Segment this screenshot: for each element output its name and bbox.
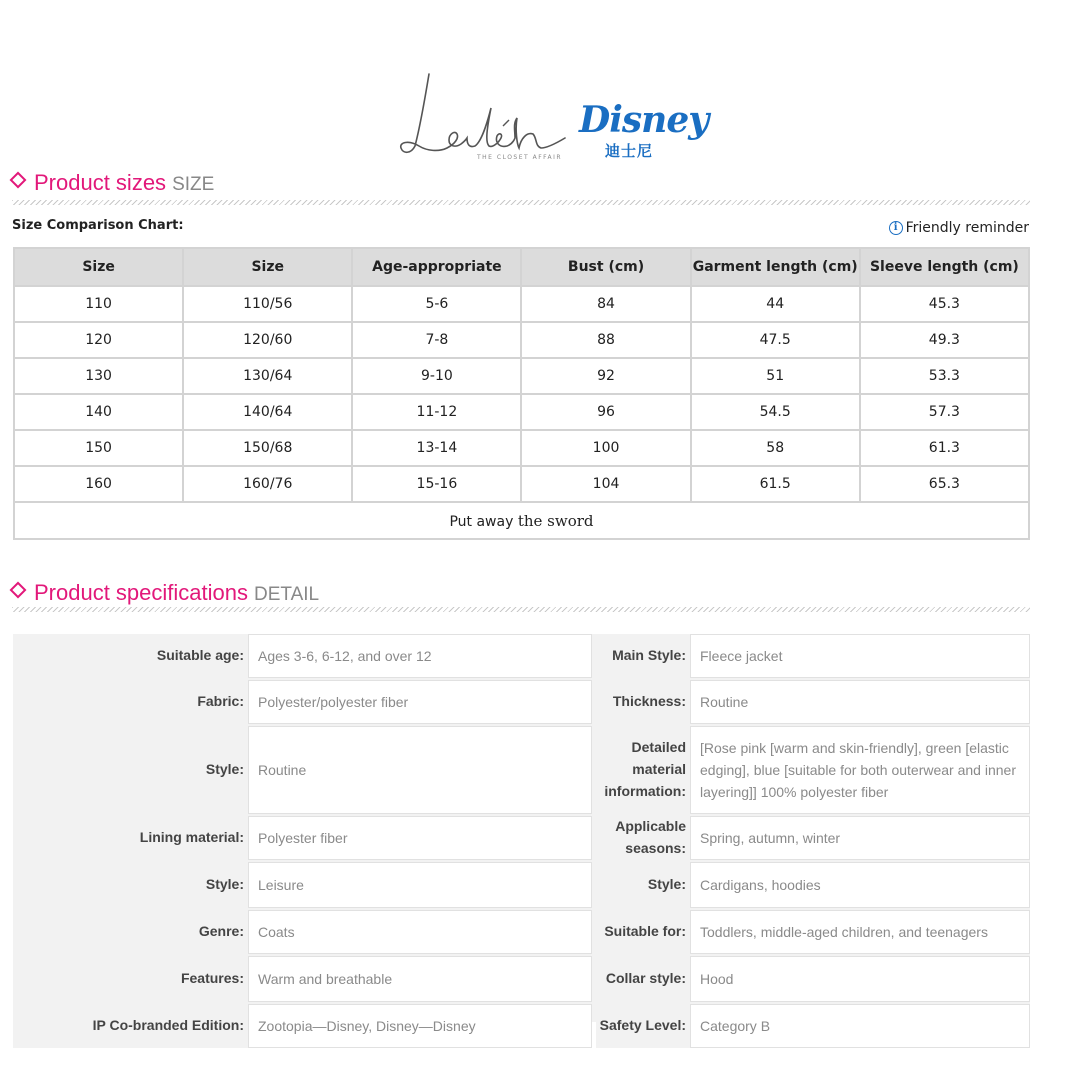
cell-garment-length: 61.5: [691, 466, 860, 502]
cell-size: 130: [14, 358, 183, 394]
header-size: Size: [14, 248, 183, 286]
cell-size-code: 130/64: [183, 358, 352, 394]
cell-bust: 84: [521, 286, 690, 322]
cell-age: 7-8: [352, 322, 521, 358]
disney-logo-cn: 迪士尼: [605, 142, 654, 160]
cell-bust: 88: [521, 322, 690, 358]
laleh-logo-mark: [395, 68, 580, 160]
spec-value: Coats: [248, 910, 592, 954]
table-row: [14, 358, 1029, 394]
disney-logo-word: Disney: [579, 99, 709, 141]
spec-value: Cardigans, hoodies: [690, 862, 1030, 908]
header-size-code: Size: [183, 248, 352, 286]
footer-text-a: Put away: [449, 513, 514, 530]
section-divider: [12, 607, 1030, 612]
sizes-subtitle: SIZE: [172, 174, 215, 195]
cell-size-code: 120/60: [183, 322, 352, 358]
cell-size: 150: [14, 430, 183, 466]
size-table: [13, 247, 1030, 540]
sizes-section-heading: [12, 170, 214, 196]
spec-label: Thickness:: [596, 680, 690, 724]
spec-label: Features:: [13, 956, 248, 1002]
cell-size: 140: [14, 394, 183, 430]
table-row: [14, 430, 1029, 466]
table-row: [14, 394, 1029, 430]
cell-size-code: 150/68: [183, 430, 352, 466]
table-row: [14, 466, 1029, 502]
spec-label: Genre:: [13, 910, 248, 954]
cell-age: 15-16: [352, 466, 521, 502]
table-footer-row: [14, 502, 1029, 539]
cell-size-code: 140/64: [183, 394, 352, 430]
specs-title: Product specifications: [34, 580, 248, 605]
spec-label: Suitable for:: [596, 910, 690, 954]
cell-garment-length: 44: [691, 286, 860, 322]
cell-sleeve-length: 61.3: [860, 430, 1029, 466]
header-age: Age-appropriate: [352, 248, 521, 286]
header-sleeve-length: Sleeve length (cm): [860, 248, 1029, 286]
laleh-tagline: THE CLOSET AFFAIR: [477, 154, 563, 161]
cell-size: 120: [14, 322, 183, 358]
brand-logo: [395, 68, 709, 163]
spec-value: Ages 3-6, 6-12, and over 12: [248, 634, 592, 678]
diamond-icon: [10, 172, 27, 189]
cell-size: 160: [14, 466, 183, 502]
friendly-reminder[interactable]: [889, 220, 1029, 236]
spec-value: Spring, autumn, winter: [690, 816, 1030, 860]
cell-sleeve-length: 53.3: [860, 358, 1029, 394]
table-row: [14, 322, 1029, 358]
cell-sleeve-length: 57.3: [860, 394, 1029, 430]
spec-value: Toddlers, middle-aged children, and teenagers: [690, 910, 1030, 954]
spec-value: Routine: [690, 680, 1030, 724]
spec-value: Hood: [690, 956, 1030, 1002]
spec-label: Fabric:: [13, 680, 248, 724]
cell-garment-length: 58: [691, 430, 860, 466]
size-chart-label: Size Comparison Chart:: [12, 218, 184, 233]
specs-grid: [13, 634, 1030, 1034]
size-table-header: [14, 248, 1029, 286]
cell-garment-length: 54.5: [691, 394, 860, 430]
cell-sleeve-length: 65.3: [860, 466, 1029, 502]
cell-age: 5-6: [352, 286, 521, 322]
spec-value: Polyester/polyester fiber: [248, 680, 592, 724]
sizes-title: Product sizes: [34, 170, 167, 195]
cell-bust: 100: [521, 430, 690, 466]
cell-bust: 92: [521, 358, 690, 394]
specs-subtitle: DETAIL: [254, 584, 320, 605]
info-icon: i: [889, 221, 903, 235]
spec-value: Zootopia—Disney, Disney—Disney: [248, 1004, 592, 1048]
spec-value: Leisure: [248, 862, 592, 908]
cell-size-code: 160/76: [183, 466, 352, 502]
cell-garment-length: 47.5: [691, 322, 860, 358]
spec-value: Fleece jacket: [690, 634, 1030, 678]
cell-age: 11-12: [352, 394, 521, 430]
spec-label: Collar style:: [596, 956, 690, 1002]
footer-text-b: the sword: [517, 511, 594, 530]
table-row: [14, 286, 1029, 322]
spec-label: Safety Level:: [596, 1004, 690, 1048]
cell-size: 110: [14, 286, 183, 322]
spec-value: [Rose pink [warm and skin-friendly], green [elastic edging], blue [suitable for both outerwear and inner layering]] 100% polyester fiber: [690, 726, 1030, 814]
spec-label: Style:: [596, 862, 690, 908]
spec-value: Warm and breathable: [248, 956, 592, 1002]
section-divider: [12, 200, 1030, 205]
reminder-text: Friendly reminder: [905, 220, 1029, 236]
spec-value: Polyester fiber: [248, 816, 592, 860]
specs-section-heading: [12, 580, 319, 606]
spec-label: Style:: [13, 726, 248, 814]
spec-value: Routine: [248, 726, 592, 814]
cell-bust: 96: [521, 394, 690, 430]
cell-age: 9-10: [352, 358, 521, 394]
spec-label: Main Style:: [596, 634, 690, 678]
header-bust: Bust (cm): [521, 248, 690, 286]
spec-label: Style:: [13, 862, 248, 908]
table-footer-note: [14, 502, 1029, 539]
spec-value: Category B: [690, 1004, 1030, 1048]
spec-label: Applicable seasons:: [596, 816, 690, 860]
spec-label: Lining material:: [13, 816, 248, 860]
cell-sleeve-length: 45.3: [860, 286, 1029, 322]
spec-label: IP Co-branded Edition:: [13, 1004, 248, 1048]
spec-label: Suitable age:: [13, 634, 248, 678]
spec-label: Detailed material information:: [596, 726, 690, 814]
diamond-icon: [10, 582, 27, 599]
cell-age: 13-14: [352, 430, 521, 466]
cell-garment-length: 51: [691, 358, 860, 394]
cell-size-code: 110/56: [183, 286, 352, 322]
cell-bust: 104: [521, 466, 690, 502]
cell-sleeve-length: 49.3: [860, 322, 1029, 358]
header-garment-length: Garment length (cm): [691, 248, 860, 286]
